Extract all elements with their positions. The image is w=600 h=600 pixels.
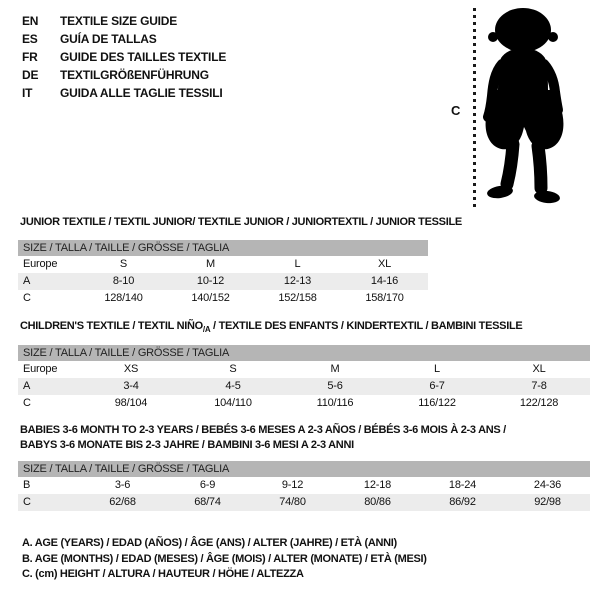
row-label: C [23, 292, 31, 304]
size-cell: 12-13 [283, 275, 312, 287]
title-text: / TEXTILE DES ENFANTS / KINDERTEXTIL / BAMBINI TESSILE [210, 320, 523, 332]
junior-size-table [18, 240, 428, 307]
size-cell: L [434, 363, 440, 375]
size-cell: 6-7 [429, 380, 445, 392]
language-code: IT [22, 86, 33, 100]
baby-silhouette-icon [481, 6, 573, 208]
size-cell: 10-12 [196, 275, 225, 287]
size-cell: 62/68 [109, 496, 136, 508]
title-line-2: BABYS 3-6 MONATE BIS 2-3 JAHRE / BAMBINI 3-6 MESI A 2-3 ANNI [20, 439, 354, 451]
row-label: Europe [23, 258, 58, 270]
babies-size-table [18, 461, 590, 511]
legend-line-age-years: A. AGE (YEARS) / EDAD (AÑOS) / ÂGE (ANS) / ALTER (JAHRE) / ETÀ (ANNI) [22, 537, 397, 549]
table-row-age-months [18, 477, 590, 494]
size-cell: 7-8 [531, 380, 547, 392]
language-label: GUIDE DES TAILLES TEXTILE [60, 50, 227, 64]
legend-line-age-months: B. AGE (MONTHS) / EDAD (MESES) / ÂGE (MOIS) / ALTER (MONATE) / ETÀ (MESI) [22, 552, 427, 565]
legend [22, 536, 427, 583]
title-subscript: /A [202, 325, 211, 335]
size-cell: 80/86 [364, 496, 391, 508]
row-label: Europe [23, 363, 58, 375]
height-measure-label: C [451, 103, 461, 118]
table-row-height [18, 290, 428, 307]
row-label: A [23, 380, 31, 392]
size-cell: 18-24 [448, 479, 477, 491]
size-cell: 104/110 [214, 397, 252, 409]
size-cell: S [229, 363, 237, 375]
size-cell: 158/170 [365, 292, 404, 304]
size-cell: 6-9 [199, 479, 216, 491]
table-row-europe [18, 256, 428, 273]
height-measure-dotted-line [473, 8, 476, 208]
size-cell: 140/152 [191, 292, 230, 304]
size-header-row: SIZE / TALLA / TAILLE / GRÖSSE / TAGLIA [18, 240, 428, 256]
language-row-fr [22, 48, 226, 66]
language-row-en [22, 12, 226, 30]
size-cell: 9-12 [281, 479, 304, 491]
size-cell: 122/128 [519, 397, 559, 409]
size-cell: 128/140 [104, 292, 143, 304]
size-header-row: SIZE / TALLA / TAILLE / GRÖSSE / TAGLIA [18, 345, 590, 361]
size-cell: 3-4 [123, 380, 139, 392]
row-label: C [23, 496, 31, 508]
size-cell: 12-18 [363, 479, 392, 491]
section-title-junior: JUNIOR TEXTILE / TEXTIL JUNIOR/ TEXTILE JUNIOR / JUNIORTEXTIL / JUNIOR TESSILE [20, 216, 462, 228]
language-code: FR [22, 50, 38, 64]
size-cell: 116/122 [418, 397, 456, 409]
table-row-age [18, 378, 590, 395]
size-cell: 92/98 [534, 496, 561, 508]
children-size-table [18, 345, 590, 412]
size-header-row: SIZE / TALLA / TAILLE / GRÖSSE / TAGLIA [18, 461, 590, 477]
size-cell: M [330, 363, 340, 375]
table-row-age [18, 273, 428, 290]
size-cell: 152/158 [278, 292, 317, 304]
size-cell: 98/104 [114, 397, 148, 409]
size-cell: 68/74 [194, 496, 221, 508]
table-row-europe [18, 361, 590, 378]
language-label: GUIDA ALLE TAGLIE TESSILI [60, 86, 223, 100]
language-list [22, 12, 226, 102]
size-cell: 5-6 [327, 380, 343, 392]
language-code: ES [22, 32, 38, 46]
row-label: C [23, 397, 31, 409]
title-line-1: BABIES 3-6 MONTH TO 2-3 YEARS / BEBÉS 3-6 MESES A 2-3 AÑOS / BÉBÉS 3-6 MOIS À 2-3 ANS / [20, 424, 506, 436]
language-code: EN [22, 14, 39, 28]
language-label: GUÍA DE TALLAS [60, 32, 157, 46]
size-cell: 24-36 [533, 479, 562, 491]
legend-line-height: C. (cm) HEIGHT / ALTURA / HAUTEUR / HÖHE / ALTEZZA [22, 568, 304, 580]
size-cell: M [206, 258, 215, 270]
table-row-height [18, 494, 590, 511]
row-label: B [23, 479, 31, 491]
row-label: A [23, 275, 31, 287]
size-cell: S [119, 258, 128, 270]
language-row-it [22, 84, 226, 102]
size-cell: 8-10 [112, 275, 135, 287]
size-cell: 4-5 [225, 380, 241, 392]
language-label: TEXTILGRÖßENFÜHRUNG [60, 68, 209, 82]
section-title-children [20, 319, 522, 337]
language-code: DE [22, 68, 39, 82]
size-cell: 3-6 [114, 479, 131, 491]
size-cell: L [294, 258, 301, 270]
size-cell: XS [123, 363, 139, 375]
size-cell: XL [377, 258, 392, 270]
section-title-babies [20, 423, 506, 453]
size-cell: 74/80 [279, 496, 306, 508]
table-row-height [18, 395, 590, 412]
size-cell: XL [532, 363, 546, 375]
title-text: CHILDREN'S TEXTILE / TEXTIL NIÑO [20, 320, 203, 332]
size-cell: 14-16 [370, 275, 399, 287]
size-cell: 86/92 [449, 496, 476, 508]
language-row-es [22, 30, 226, 48]
language-row-de [22, 66, 226, 84]
language-label: TEXTILE SIZE GUIDE [60, 14, 178, 28]
size-cell: 110/116 [316, 397, 354, 409]
